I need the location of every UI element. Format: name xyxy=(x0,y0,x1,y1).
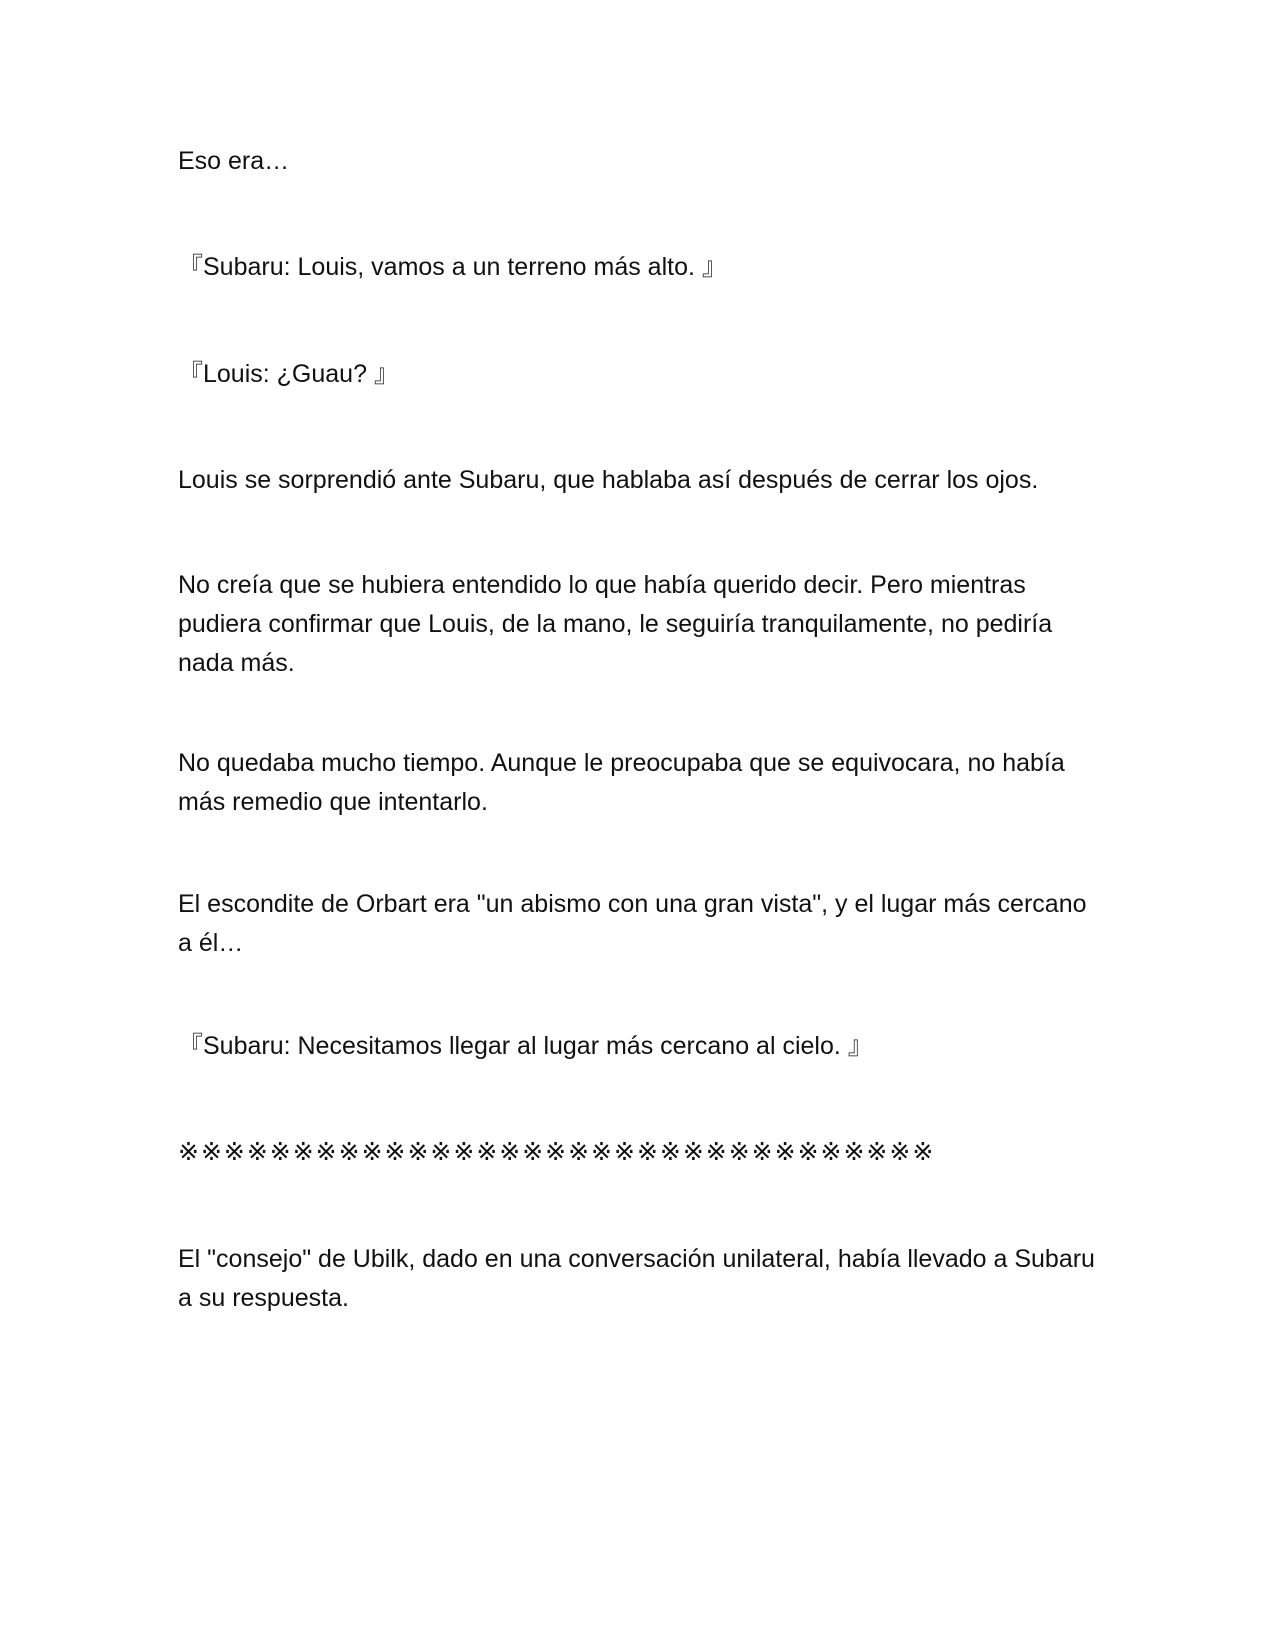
dialogue-subaru-1: 『Subaru: Louis, vamos a un terreno más alto. 』 xyxy=(178,253,727,281)
dialogue-subaru-2: 『Subaru: Necesitamos llegar al lugar más cercano al cielo. 』 xyxy=(178,1032,873,1060)
dialogue-louis: 『Louis: ¿Guau? 』 xyxy=(178,360,399,388)
section-separator: ※※※※※※※※※※※※※※※※※※※※※※※※※※※※※※※※※ xyxy=(178,1138,936,1166)
paragraph-4: No quedaba mucho tiempo. Aunque le preocupaba que se equivocara, no había más remedio que intentarlo. xyxy=(178,749,1065,816)
paragraph-5: El escondite de Orbart era "un abismo con una gran vista", y el lugar más cercano a él… xyxy=(178,890,1087,957)
paragraph-2: Louis se sorprendió ante Subaru, que hablaba así después de cerrar los ojos. xyxy=(178,466,1039,494)
paragraph-1: Eso era… xyxy=(178,147,290,175)
paragraph-6: El "consejo" de Ubilk, dado en una conversación unilateral, había llevado a Subaru a su respuesta. xyxy=(178,1245,1095,1312)
paragraph-3: No creía que se hubiera entendido lo que había querido decir. Pero mientras pudiera confirmar que Louis, de la mano, le seguiría tranquilamente, no pediría nada más. xyxy=(178,571,1053,677)
